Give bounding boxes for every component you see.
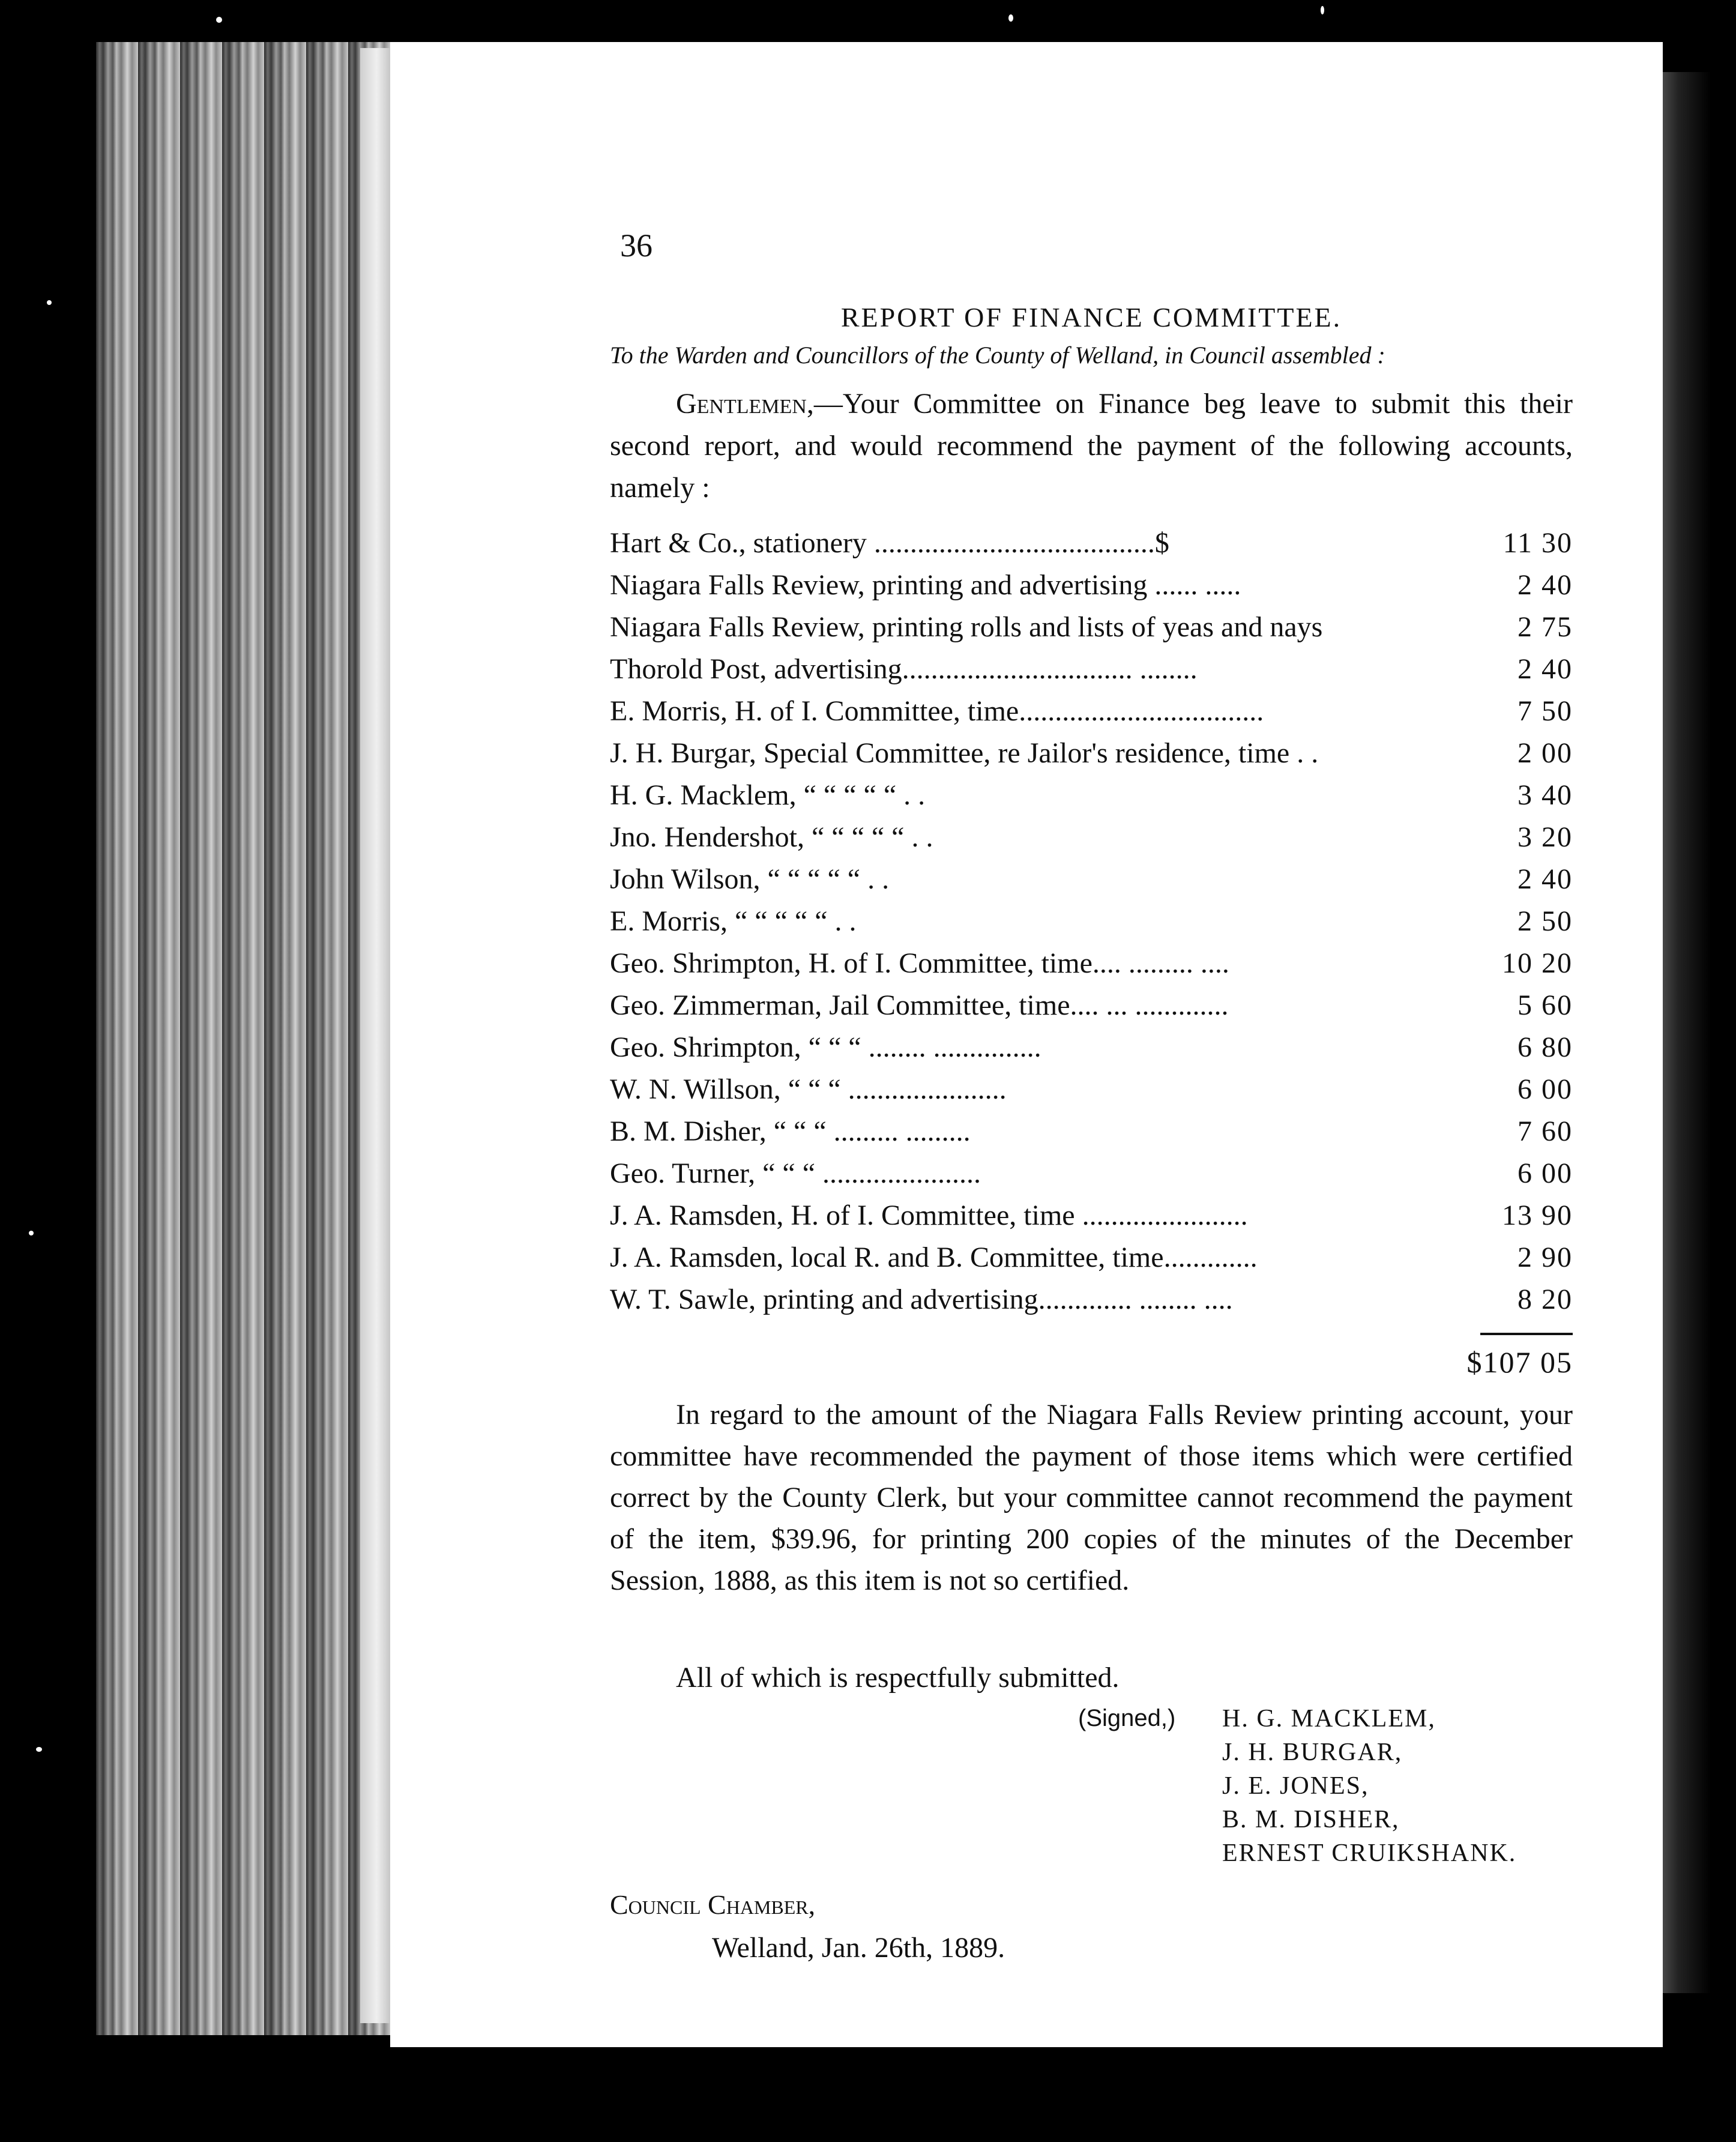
account-row <box>610 985 1573 1027</box>
total-rule <box>1480 1333 1573 1335</box>
regarding-text: In regard to the amount of the Niagara Falls Review printing account, your committee have recommended the payment of those items which were certified correct by the County Clerk, but your committee cannot recommend the payment of the item, $39.96, for printing 200 copies of the minutes of the December Session, 1888, as this item is not so certified. <box>610 1399 1573 1596</box>
account-amount: 6 00 <box>1517 1073 1573 1105</box>
total-amount: $107 05 <box>1466 1345 1573 1379</box>
account-description: Geo. Shrimpton, “ “ “ ........ ............... <box>610 1031 1041 1063</box>
account-description: E. Morris, H. of I. Committee, time.................................. <box>610 695 1264 727</box>
account-row <box>610 732 1573 774</box>
account-amount: 7 60 <box>1517 1115 1573 1147</box>
account-row <box>610 564 1573 606</box>
account-description: Geo. Zimmerman, Jail Committee, time.... ... ............. <box>610 989 1229 1021</box>
account-row <box>610 690 1573 732</box>
account-amount: 6 80 <box>1517 1031 1573 1063</box>
account-amount: 13 90 <box>1502 1199 1573 1231</box>
accounts-list <box>610 522 1573 1321</box>
account-description: Niagara Falls Review, printing rolls and lists of yeas and nays <box>610 611 1323 643</box>
account-row <box>610 816 1573 858</box>
signatory: B. M. DISHER, <box>1222 1806 1400 1833</box>
account-amount: 2 00 <box>1517 737 1573 769</box>
account-row <box>610 943 1573 985</box>
account-description: J. H. Burgar, Special Committee, re Jailor's residence, time . . <box>610 737 1319 769</box>
account-row <box>610 1279 1573 1321</box>
account-description: Niagara Falls Review, printing and advertising ...... ..... <box>610 569 1241 601</box>
signed-label: (Signed,) <box>1078 1705 1176 1731</box>
book-spine-edge <box>96 42 390 2035</box>
intro-paragraph <box>610 383 1573 509</box>
account-description: W. N. Willson, “ “ “ ...................... <box>610 1073 1007 1105</box>
account-row <box>610 1069 1573 1111</box>
account-amount: 2 40 <box>1517 653 1573 685</box>
account-description: H. G. Macklem, “ “ “ “ “ . . <box>610 779 926 811</box>
account-row <box>610 1111 1573 1153</box>
document-page <box>390 42 1663 2047</box>
scan-speck <box>1008 14 1013 22</box>
footer-date: Welland, Jan. 26th, 1889. <box>712 1932 1005 1964</box>
account-description: J. A. Ramsden, local R. and B. Committee, time............. <box>610 1241 1258 1273</box>
signatory: J. E. JONES, <box>1222 1772 1369 1800</box>
account-description: W. T. Sawle, printing and advertising............. ........ .... <box>610 1284 1233 1315</box>
account-row <box>610 606 1573 648</box>
account-description: E. Morris, “ “ “ “ “ . . <box>610 905 857 937</box>
salutation: To the Warden and Councillors of the County of Welland, in Council assembled : <box>610 342 1385 369</box>
account-description: Jno. Hendershot, “ “ “ “ “ . . <box>610 821 933 853</box>
account-description: Hart & Co., stationery .......................................$ <box>610 527 1169 559</box>
account-row <box>610 1027 1573 1069</box>
scan-speck <box>1321 6 1324 14</box>
account-row <box>610 522 1573 564</box>
account-amount: 2 90 <box>1517 1241 1573 1273</box>
account-amount: 6 00 <box>1517 1157 1573 1189</box>
closing-line: All of which is respectfully submitted. <box>676 1662 1120 1694</box>
account-row <box>610 858 1573 901</box>
account-row <box>610 774 1573 816</box>
account-description: Thorold Post, advertising................................ ........ <box>610 653 1198 685</box>
page-number: 36 <box>620 228 653 264</box>
signatory: ERNEST CRUIKSHANK. <box>1222 1839 1517 1867</box>
scan-speck <box>36 1747 42 1752</box>
account-row <box>610 1153 1573 1195</box>
account-amount: 5 60 <box>1517 989 1573 1021</box>
account-description: John Wilson, “ “ “ “ “ . . <box>610 863 890 895</box>
account-amount: 2 40 <box>1517 863 1573 895</box>
account-description: B. M. Disher, “ “ “ ......... ......... <box>610 1115 971 1147</box>
account-row <box>610 648 1573 690</box>
footer-place: Council Chamber, <box>610 1889 816 1920</box>
account-amount: 11 30 <box>1502 527 1573 559</box>
account-description: Geo. Shrimpton, H. of I. Committee, time.... ......... .... <box>610 947 1229 979</box>
signatory: J. H. BURGAR, <box>1222 1739 1403 1766</box>
scan-speck <box>29 1231 34 1235</box>
account-description: Geo. Turner, “ “ “ ...................... <box>610 1157 981 1189</box>
scan-speck <box>216 17 222 23</box>
page-stack-edge <box>360 48 393 2023</box>
account-amount: 3 40 <box>1517 779 1573 811</box>
account-amount: 8 20 <box>1517 1284 1573 1315</box>
account-description: J. A. Ramsden, H. of I. Committee, time ....................... <box>610 1199 1248 1231</box>
signatory: H. G. MACKLEM, <box>1222 1705 1436 1733</box>
account-row <box>610 1195 1573 1237</box>
account-amount: 2 50 <box>1517 905 1573 937</box>
account-amount: 2 40 <box>1517 569 1573 601</box>
intro-lead-word: Gentlemen, <box>676 388 814 420</box>
right-page-shadow <box>1657 72 1711 1993</box>
account-amount: 10 20 <box>1502 947 1573 979</box>
account-row <box>610 901 1573 943</box>
account-amount: 2 75 <box>1517 611 1573 643</box>
signatories-list <box>1222 1702 1516 1870</box>
intro-text: —Your Committee on Finance beg leave to submit this their second report, and would recommend the payment of the following accounts, namely : <box>610 388 1573 504</box>
scan-speck <box>47 300 52 305</box>
regarding-paragraph <box>610 1394 1573 1601</box>
account-amount: 3 20 <box>1517 821 1573 853</box>
report-title: REPORT OF FINANCE COMMITTEE. <box>840 302 1342 333</box>
account-amount: 7 50 <box>1517 695 1573 727</box>
account-row <box>610 1237 1573 1279</box>
